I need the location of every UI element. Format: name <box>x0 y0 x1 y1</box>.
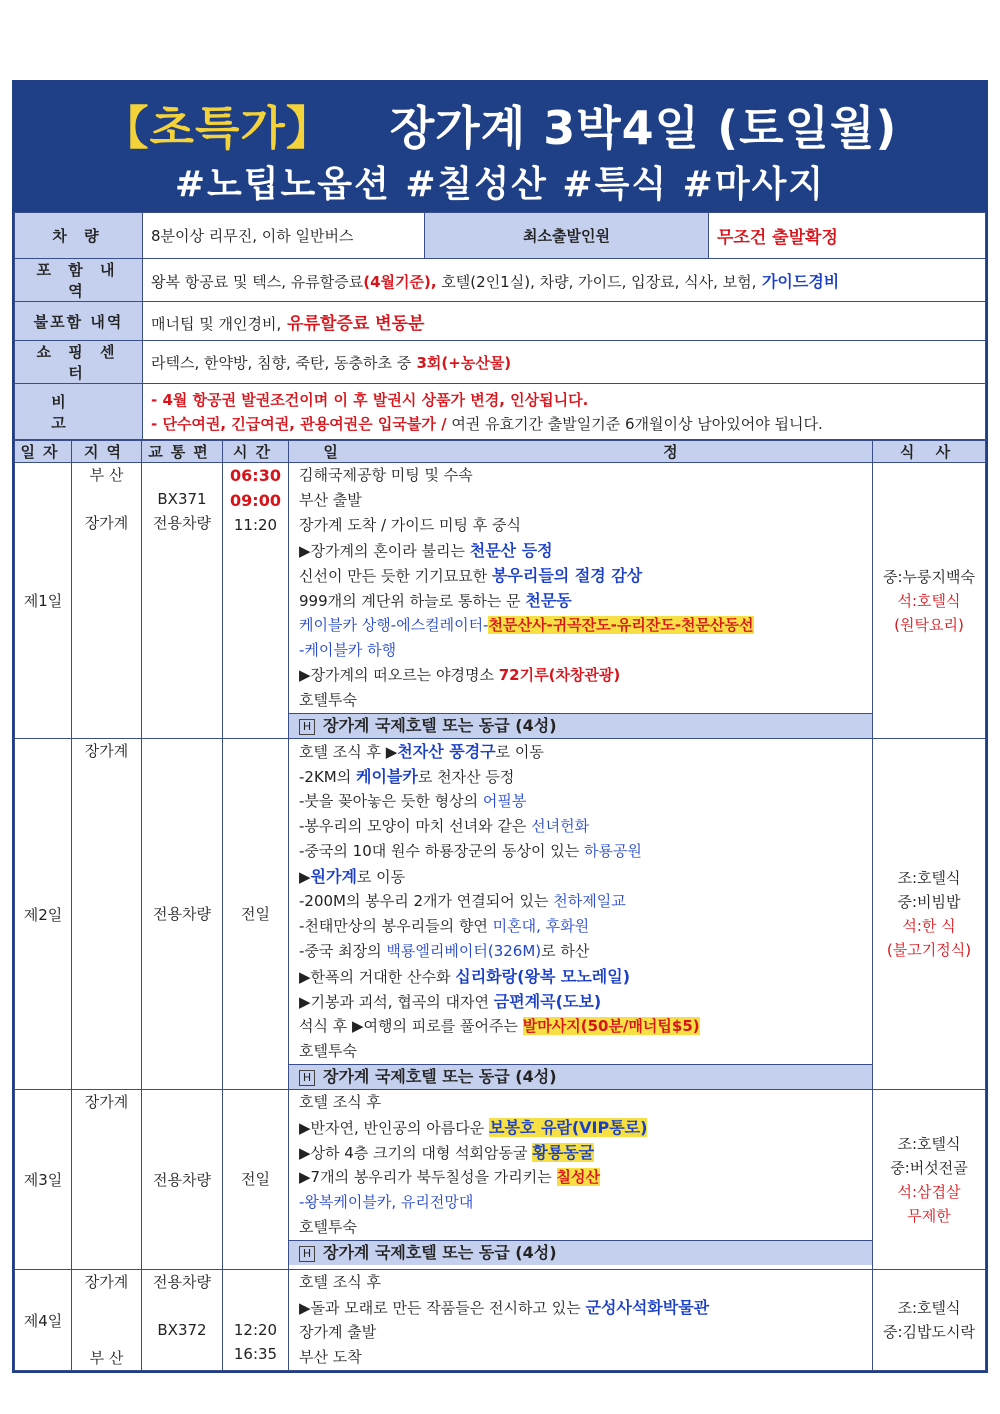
region-text: 장가계 <box>84 742 129 760</box>
meal-text: 석:삼겹살 <box>897 1182 961 1201</box>
schedule-line-part: 호텔투숙 <box>299 1218 357 1236</box>
schedule-header-4: 일 정 <box>289 441 873 463</box>
schedule-line-part: 부산 출발 <box>299 491 362 509</box>
schedule-line-part: ▶7개의 봉우리가 북두칠성을 가리키는 <box>299 1168 557 1186</box>
meal-text: 중:김밥도시락 <box>883 1323 975 1341</box>
schedule-line-part: -봉우리의 모양이 마치 선녀와 같은 <box>299 817 532 835</box>
schedule-line <box>289 613 872 638</box>
schedule-line <box>289 538 872 563</box>
transport-text <box>142 463 222 487</box>
schedule-row-day-3 <box>15 1090 986 1270</box>
time-text: 06:30 <box>230 466 281 485</box>
meal-cell <box>873 463 986 739</box>
schedule-header-0: 일자 <box>15 441 72 463</box>
schedule-line-part: 군성사석화박물관 <box>585 1298 710 1317</box>
time-text <box>223 1294 288 1318</box>
schedule-line <box>289 839 872 864</box>
schedule-line-part: ▶장가계의 혼이라 불리는 <box>299 542 470 560</box>
schedule-line-part: 케이블카 상행-에스컬레이터- <box>299 616 489 634</box>
hotel-text: 장가계 국제호텔 또는 동급 (4성) <box>323 1243 557 1262</box>
schedule-line-part: 선녀헌화 <box>531 817 590 835</box>
schedule-line-part: 999개의 계단위 하늘로 통하는 문 <box>299 592 526 610</box>
transport-text <box>142 1294 222 1318</box>
note-value <box>143 384 986 440</box>
day-label: 제3일 <box>15 1090 72 1270</box>
schedule-line-part: -천태만상의 봉우리들의 향연 <box>299 917 493 935</box>
schedule-line <box>289 1140 872 1165</box>
time-cell <box>223 739 289 1090</box>
transport-cell <box>142 1090 223 1270</box>
schedule-header-2: 교통편 <box>142 441 223 463</box>
schedule-line-part: -케이블카 하행 <box>299 641 397 659</box>
schedule-line-part: -중국의 10대 원수 하룡장군의 동상이 있는 <box>299 842 584 860</box>
schedule-line-part: ▶돌과 모래로 만든 작품들은 전시하고 있는 <box>299 1299 586 1317</box>
min-label: 최소출발인원 <box>425 213 709 259</box>
shop-value <box>143 341 986 384</box>
region-cell <box>72 739 142 1090</box>
schedule-line <box>289 688 872 713</box>
schedule-line-part: 천하제일교 <box>553 892 626 910</box>
schedule-line-part: 부산 도착 <box>299 1348 362 1366</box>
schedule-line-part: 로 천자산 등정 <box>417 768 515 786</box>
schedule-line-part: 호텔 조식 후 <box>299 1093 381 1111</box>
hotel-bar <box>289 1064 872 1089</box>
info-table <box>14 212 986 440</box>
schedule-line <box>289 1115 872 1140</box>
note-line-2a: - 단수여권, 긴급여권, 관용여권은 입국불가 / <box>151 414 447 433</box>
meal-text: 무제한 <box>907 1206 951 1225</box>
region-text: 부 산 <box>89 1349 124 1367</box>
excl-text-b: 유류할증료 변동분 <box>281 313 425 334</box>
schedule-table <box>14 440 986 1371</box>
hotel-text: 장가계 국제호텔 또는 동급 (4성) <box>323 1067 557 1086</box>
transport-text: 전용차량 <box>153 905 211 923</box>
schedule-line <box>289 563 872 588</box>
region-cell <box>72 1090 142 1270</box>
schedule-line-part: ▶기봉과 괴석, 협곡의 대자연 <box>299 993 494 1011</box>
schedule-line-part: 백룡엘리베이터(326M) <box>386 942 542 960</box>
schedule-line-part: 석식 후 ▶여행의 피로를 풀어주는 <box>299 1017 523 1035</box>
schedule-line <box>289 939 872 964</box>
time-cell <box>223 1270 289 1371</box>
schedule-line-part: 호텔투숙 <box>299 691 357 709</box>
schedule-line <box>289 638 872 663</box>
vehicle-value: 8분이상 리무진, 이하 일반버스 <box>143 213 425 259</box>
hotel-bar <box>289 713 872 738</box>
schedule-line <box>289 914 872 939</box>
note-line-2b: 여권 유효기간 출발일기준 6개월이상 남아있어야 됩니다. <box>446 414 823 433</box>
transport-cell <box>142 1270 223 1371</box>
schedule-line <box>289 1165 872 1190</box>
incl-text-d: 가이드경비 <box>756 271 840 291</box>
time-text: 12:20 <box>233 1321 278 1339</box>
schedule-line-part: 신선이 만든 듯한 기기묘묘한 <box>299 567 492 585</box>
incl-text-b: (4월기준), <box>363 272 437 291</box>
hotel-bar <box>289 1240 872 1265</box>
title-banner <box>14 82 986 212</box>
schedule-line-part: 원가계 <box>310 867 357 886</box>
schedule-line-part: ▶장가계의 떠오르는 야경명소 <box>299 666 499 684</box>
hotel-icon: H <box>299 1246 315 1262</box>
shop-text-b: 3회(+농산물) <box>411 353 512 372</box>
title-main: 장가계 3박4일 (토일월) <box>389 101 898 155</box>
time-text: 전일 <box>241 904 270 923</box>
schedule-line <box>289 1190 872 1215</box>
schedule-line <box>289 1215 872 1240</box>
meal-text: 중:비빔밥 <box>897 893 961 911</box>
meal-text: 조:호텔식 <box>897 869 961 887</box>
vehicle-label: 차 량 <box>15 213 143 259</box>
schedule-line-part: 로 이동 <box>495 743 544 761</box>
schedule-line <box>289 739 872 764</box>
schedule-line <box>289 1039 872 1064</box>
transport-cell <box>142 463 223 739</box>
note-line-2 <box>151 412 977 436</box>
meal-cell <box>873 1090 986 1270</box>
region-cell <box>72 1270 142 1371</box>
schedule-line-part: 호텔투숙 <box>299 1042 357 1060</box>
schedule-line-part: 천문산사-귀곡잔도-유리잔도-천문산동선 <box>488 616 754 634</box>
schedule-line <box>289 789 872 814</box>
schedule-line-part: ▶ <box>299 868 311 886</box>
schedule-line <box>289 663 872 688</box>
transport-text: 전용차량 <box>153 1170 211 1189</box>
schedule-line-part: 금편계곡(도보) <box>493 992 602 1011</box>
schedule-line-part: -2KM의 <box>299 768 356 786</box>
schedule-line <box>289 513 872 538</box>
schedule-line <box>289 814 872 839</box>
hotel-icon: H <box>299 1070 315 1086</box>
time-text: 전일 <box>241 1170 270 1188</box>
schedule-line-part: 보봉호 유람(VIP통로) <box>489 1118 648 1137</box>
schedule-header-5: 식 사 <box>873 441 986 463</box>
meal-text: 중:버섯전골 <box>890 1158 968 1177</box>
schedule-line-part: 72기루(차창관광) <box>498 666 621 684</box>
time-text: 11:20 <box>233 516 278 534</box>
day-label: 제1일 <box>15 463 72 739</box>
schedule-line-part: 천문동 <box>525 591 572 610</box>
itinerary-cell <box>289 1090 873 1270</box>
meal-text: 석:한 식 <box>902 917 956 935</box>
shop-label: 쇼 핑 센 터 <box>15 341 143 384</box>
meal-text: 중:누룽지백숙 <box>883 567 975 586</box>
meal-text: (원탁요리) <box>894 615 964 634</box>
schedule-line-part: 장가계 도착 / 가이드 미팅 후 중식 <box>299 516 522 534</box>
transport-text: BX372 <box>157 1321 207 1339</box>
incl-text-a: 왕복 항공료 및 텍스, 유류할증료 <box>151 272 364 291</box>
region-cell <box>72 463 142 739</box>
time-text <box>223 1270 288 1294</box>
schedule-line-part: 케이블카 <box>356 767 418 786</box>
schedule-line-part: 로 하산 <box>541 942 590 960</box>
schedule-line <box>289 964 872 989</box>
incl-label: 포 함 내 역 <box>15 259 143 302</box>
transport-text: 전용차량 <box>153 1273 211 1291</box>
schedule-line-part: -붓을 꽂아놓은 듯한 형상의 <box>299 792 483 810</box>
schedule-row-day-1 <box>15 463 986 739</box>
schedule-line-part: -중국 최장의 <box>299 942 387 960</box>
transport-cell <box>142 739 223 1090</box>
schedule-line-part: 호텔 조식 후 <box>299 1273 381 1291</box>
min-value: 무조건 출발확정 <box>709 213 986 259</box>
schedule-line-part: 칠성산 <box>556 1168 600 1186</box>
itinerary-cell <box>289 1270 873 1371</box>
schedule-row-day-4 <box>15 1270 986 1371</box>
schedule-line-part: 십리화랑(왕복 모노레일) <box>455 967 631 986</box>
schedule-line <box>289 889 872 914</box>
schedule-line <box>289 1295 872 1320</box>
schedule-row-day-2 <box>15 739 986 1090</box>
incl-value <box>143 259 986 302</box>
itinerary-sheet <box>12 80 988 1373</box>
schedule-line-part: 천문산 등정 <box>469 541 553 560</box>
excl-label: 불포함 내역 <box>15 302 143 341</box>
schedule-line <box>289 1270 872 1295</box>
schedule-line <box>289 764 872 789</box>
title-line-1 <box>14 92 986 158</box>
schedule-line <box>289 1320 872 1345</box>
schedule-line-part: -200M의 봉우리 2개가 연결되어 있는 <box>299 892 554 910</box>
schedule-line-part: 장가계 출발 <box>299 1323 377 1341</box>
meal-cell <box>873 1270 986 1371</box>
region-text: 장가계 <box>84 514 129 532</box>
schedule-line-part: 로 이동 <box>356 868 406 886</box>
day-label: 제2일 <box>15 739 72 1090</box>
schedule-line <box>289 864 872 889</box>
time-cell <box>223 1090 289 1270</box>
schedule-line-part: 발마사지(50분/매너팁$5) <box>522 1017 700 1035</box>
time-text: 09:00 <box>230 491 281 510</box>
region-text <box>72 487 141 511</box>
schedule-header-3: 시간 <box>223 441 289 463</box>
schedule-line-part: ▶상하 4층 크기의 대형 석회암동굴 <box>299 1144 533 1162</box>
schedule-line-part: ▶한폭의 거대한 산수화 <box>299 968 456 986</box>
itinerary-cell <box>289 739 873 1090</box>
meal-text: 조:호텔식 <box>897 1134 961 1153</box>
excl-value <box>143 302 986 341</box>
transport-text: 전용차량 <box>153 514 211 532</box>
schedule-line-part: 호텔 조식 후 ▶ <box>299 743 398 761</box>
day-label: 제4일 <box>15 1270 72 1371</box>
schedule-line-part: ▶반자연, 반인공의 아름다운 <box>299 1119 489 1137</box>
schedule-line <box>289 1014 872 1039</box>
meal-cell <box>873 739 986 1090</box>
itinerary-cell <box>289 463 873 739</box>
schedule-line-part: 황룡동굴 <box>532 1143 595 1162</box>
schedule-line <box>289 1345 872 1370</box>
meal-text: (불고기정식) <box>886 941 972 959</box>
time-text: 16:35 <box>233 1345 278 1363</box>
note-label: 비 고 <box>15 384 143 440</box>
region-text: 부 산 <box>89 466 124 484</box>
schedule-line-part: 미혼대, 후화원 <box>492 917 590 935</box>
hotel-text: 장가계 국제호텔 또는 동급 (4성) <box>323 716 557 735</box>
region-text: 장가계 <box>84 1273 129 1291</box>
region-text: 장가계 <box>84 1093 129 1111</box>
title-tags: #노팁노옵션 #칠성산 #특식 #마사지 <box>174 164 826 205</box>
note-line-1: - 4월 항공권 발권조건이며 이 후 발권시 상품가 변경, 인상됩니다. <box>151 390 589 409</box>
shop-text-a: 라텍스, 한약방, 침향, 죽탄, 동충하초 중 <box>151 353 412 372</box>
meal-text: 조:호텔식 <box>897 1299 961 1317</box>
schedule-header-1: 지역 <box>72 441 142 463</box>
incl-text-c: 호텔(2인1실), 차량, 가이드, 입장료, 식사, 보험, <box>436 272 757 291</box>
transport-text: BX371 <box>157 490 207 508</box>
schedule-line-part: -왕복케이블카, 유리전망대 <box>299 1193 474 1211</box>
excl-text-a: 매너팁 및 개인경비, <box>151 314 282 333</box>
hotel-icon: H <box>299 719 315 735</box>
schedule-line-part: 김해국제공항 미팅 및 수속 <box>299 466 473 484</box>
schedule-line-part: 봉우리들의 절경 감상 <box>491 566 643 585</box>
title-bracket: 【초특가】 <box>102 101 333 155</box>
schedule-line-part: 하룡공원 <box>583 842 642 860</box>
schedule-line <box>289 588 872 613</box>
schedule-line-part: 어필봉 <box>482 792 527 810</box>
time-cell <box>223 463 289 739</box>
schedule-line <box>289 488 872 513</box>
schedule-line <box>289 463 872 488</box>
schedule-line-part: 천자산 풍경구 <box>397 742 496 761</box>
schedule-line <box>289 989 872 1014</box>
schedule-line <box>289 1090 872 1115</box>
meal-text: 석:호텔식 <box>897 591 961 610</box>
